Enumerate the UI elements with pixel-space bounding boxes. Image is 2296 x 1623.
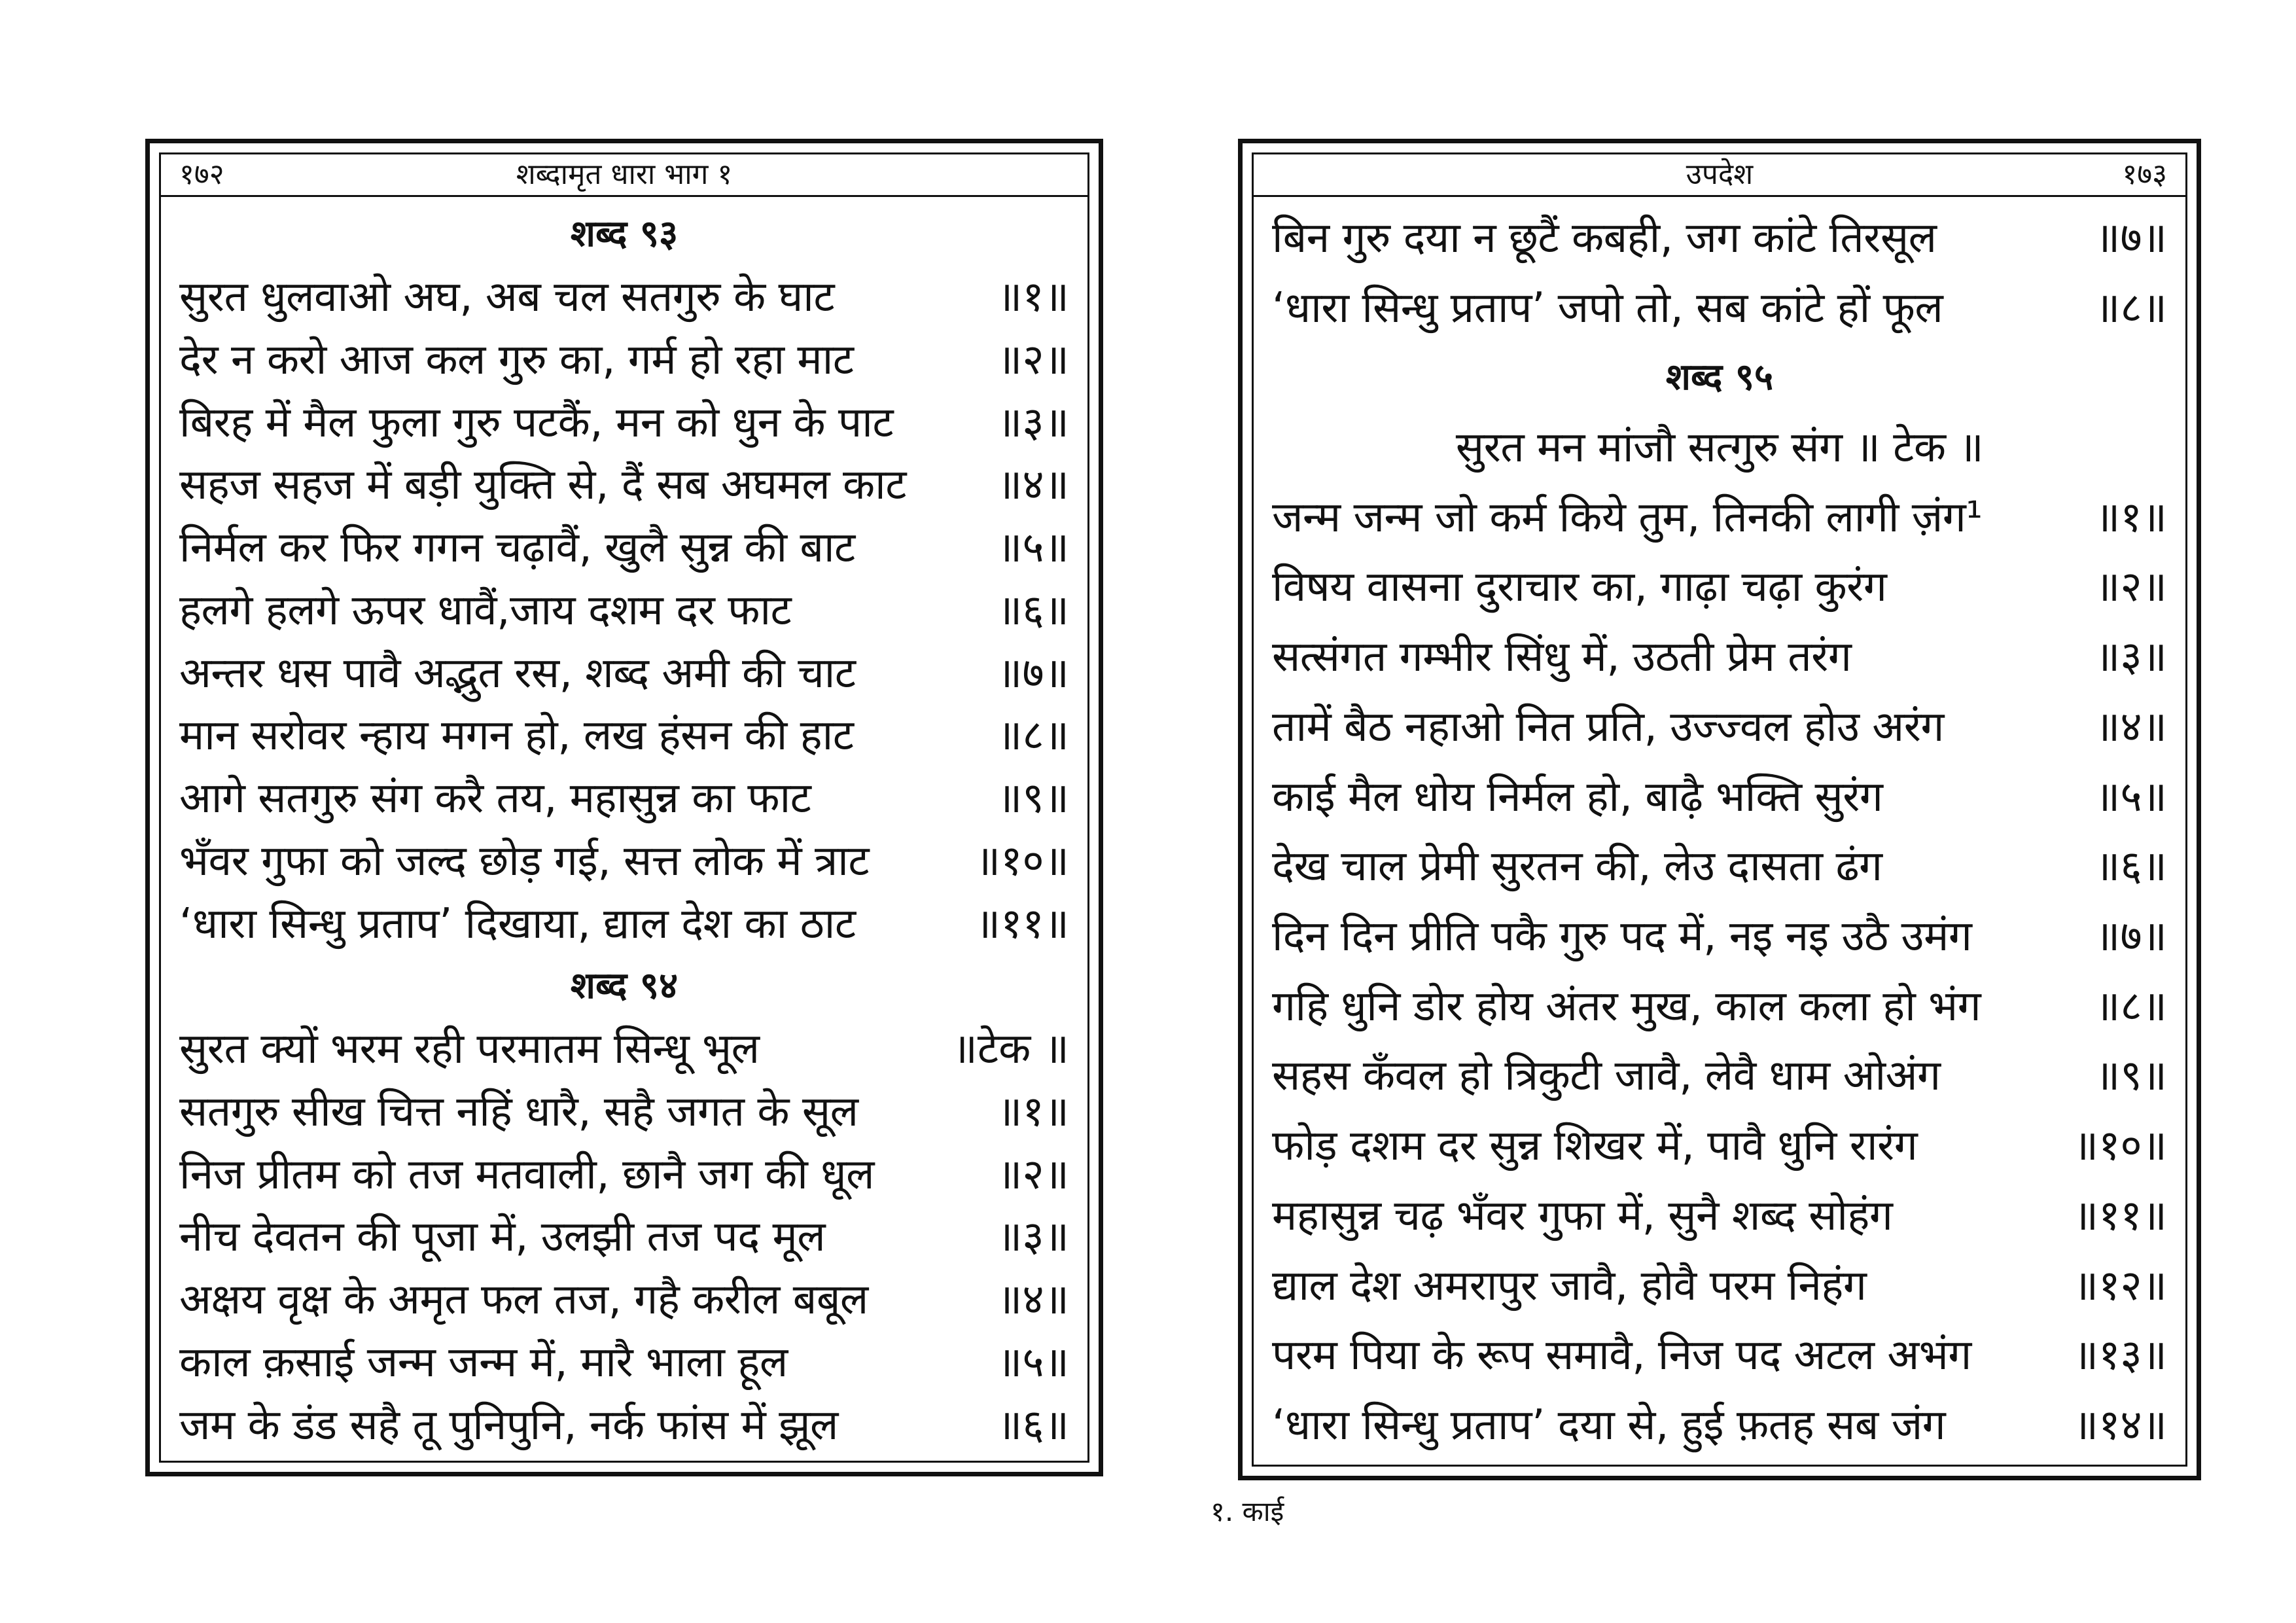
verse-line xyxy=(1272,1179,2167,1249)
verse-number: ॥६॥ xyxy=(2095,842,2167,891)
verse-text: निर्मल कर फिर गगन चढ़ावैं, खुलै सुन्न की बाट xyxy=(179,524,855,573)
verse-line xyxy=(179,1329,1069,1392)
verse-text: दिन दिन प्रीति पकै गुरु पद में, नइ नइ उठै उमंग xyxy=(1272,912,1972,961)
verse-line xyxy=(1272,1109,2167,1179)
verse-line xyxy=(179,1141,1069,1204)
verse-line xyxy=(179,1016,1069,1079)
verse-number: ॥७॥ xyxy=(2095,912,2167,961)
verse-line xyxy=(1272,690,2167,760)
verse-number: ॥८॥ xyxy=(2095,982,2167,1031)
verse-number: ॥५॥ xyxy=(997,524,1069,573)
verse-text: काल क़साई जन्म जन्म में, मारै भाला हूल xyxy=(179,1338,788,1387)
verse-number: ॥४॥ xyxy=(997,1275,1069,1325)
verse-text: गहि धुनि डोर होय अंतर मुख, काल कला हो भंग xyxy=(1272,982,1981,1031)
verse-text: निज प्रीतम को तज मतवाली, छानै जग की धूल xyxy=(179,1150,874,1199)
verse-text: जम के डंड सहै तू पुनिपुनि, नर्क फांस में झूल xyxy=(179,1400,838,1450)
refrain-line xyxy=(1272,410,2167,480)
footnote: १. काई xyxy=(1210,1495,1284,1527)
verse-line xyxy=(1272,1039,2167,1109)
verse-text: काई मैल धोय निर्मल हो, बाढ़ै भक्ति सुरंग xyxy=(1272,772,1883,821)
left-page-body xyxy=(161,197,1087,1461)
verse-line xyxy=(179,890,1069,953)
left-page xyxy=(145,139,1103,1476)
right-page-frame xyxy=(1252,152,2187,1467)
verse-text: फोड़ दशम दर सुन्न शिखर में, पावै धुनि रारंग xyxy=(1272,1122,1918,1171)
verse-number: ॥१३॥ xyxy=(2073,1331,2167,1380)
verse-number: ॥१४॥ xyxy=(2073,1401,2167,1450)
verse-line xyxy=(179,639,1069,702)
verse-text: मान सरोवर न्हाय मगन हो, लख हंसन की हाट xyxy=(179,711,854,760)
verse-line xyxy=(179,765,1069,828)
verse-number: ॥११॥ xyxy=(2073,1191,2167,1240)
left-page-number: १७२ xyxy=(179,158,224,191)
verse-number: ॥६॥ xyxy=(997,586,1069,635)
verse-text: महासुन्न चढ़ भँवर गुफा में, सुनै शब्द सोहंग xyxy=(1272,1191,1893,1240)
verse-line xyxy=(179,1266,1069,1329)
verse-line xyxy=(179,452,1069,514)
verse-line xyxy=(1272,1319,2167,1389)
right-running-title: उपदेश xyxy=(1686,158,1754,191)
verse-line xyxy=(179,1204,1069,1266)
section-heading: शब्द ९३ xyxy=(570,212,679,255)
verse-number: ॥८॥ xyxy=(2095,283,2167,332)
verse-line xyxy=(179,327,1069,389)
verse-text: देख चाल प्रेमी सुरतन की, लेउ दासता ढंग xyxy=(1272,842,1882,891)
verse-text: बिरह में मैल फुला गुरु पटकैं, मन को धुन के पाट xyxy=(179,398,894,447)
right-page-body xyxy=(1254,197,2185,1465)
verse-text: अक्षय वृक्ष के अमृत फल तज, गहै करील बबूल xyxy=(179,1275,868,1325)
verse-line xyxy=(179,702,1069,765)
verse-text: सतगुरु सीख चित्त नहिं धारै, सहै जगत के सूल xyxy=(179,1087,858,1136)
verse-text: सुरत धुलवाओ अघ, अब चल सतगुरु के घाट xyxy=(179,273,835,322)
verse-number: ॥टेक ॥ xyxy=(952,1025,1069,1074)
verse-number: ॥४॥ xyxy=(2095,702,2167,751)
verse-number: ॥९॥ xyxy=(2095,1052,2167,1101)
verse-line xyxy=(1272,480,2167,550)
verse-line xyxy=(1272,969,2167,1039)
verse-text: सत्संगत गम्भीर सिंधु में, उठती प्रेम तरंग xyxy=(1272,633,1852,682)
verse-text: विषय वासना दुराचार का, गाढ़ा चढ़ा कुरंग xyxy=(1272,563,1887,612)
verse-line xyxy=(1272,899,2167,969)
section-heading: शब्द ९४ xyxy=(570,964,679,1007)
verse-number: ॥३॥ xyxy=(997,1213,1069,1262)
verse-line xyxy=(179,389,1069,452)
left-page-frame xyxy=(159,152,1089,1463)
verse-number: ॥११॥ xyxy=(975,899,1069,948)
verse-line xyxy=(1272,1388,2167,1458)
verse-text: सुरत मन मांजौ सत्गुरु संग ॥ टेक ॥ xyxy=(1455,423,1984,473)
verse-number: ॥५॥ xyxy=(2095,772,2167,821)
verse-number: ॥५॥ xyxy=(997,1338,1069,1387)
verse-line xyxy=(1272,550,2167,620)
verse-text: सुरत क्यों भरम रही परमातम सिन्धू भूल xyxy=(179,1025,760,1074)
verse-line xyxy=(1272,829,2167,899)
verse-number: ॥२॥ xyxy=(997,1150,1069,1199)
verse-line xyxy=(179,1079,1069,1141)
verse-text: देर न करो आज कल गुरु का, गर्म हो रहा माट xyxy=(179,335,854,384)
right-page-header xyxy=(1254,154,2185,197)
verse-line xyxy=(1272,760,2167,830)
left-running-title: शब्दामृत धारा भाग १ xyxy=(516,158,733,191)
verse-text: नीच देवतन की पूजा में, उलझी तज पद मूल xyxy=(179,1213,826,1262)
verse-number: ॥१॥ xyxy=(997,273,1069,322)
verse-number: ॥३॥ xyxy=(2095,633,2167,682)
verse-number: ॥२॥ xyxy=(997,335,1069,384)
verse-text: ‘धारा सिन्धु प्रताप’ जपो तो, सब कांटे हों फूल xyxy=(1272,283,1943,332)
section-heading: शब्द ९५ xyxy=(1665,355,1774,399)
right-page xyxy=(1238,139,2201,1480)
left-page-header xyxy=(161,154,1087,197)
verse-text: ‘धारा सिन्धु प्रताप’ दिखाया, द्याल देश का ठाट xyxy=(179,899,856,948)
verse-text: हलगे हलगे ऊपर धावैं,जाय दशम दर फाट xyxy=(179,586,792,635)
verse-text: द्याल देश अमरापुर जावै, होवै परम निहंग xyxy=(1272,1261,1867,1310)
verse-number: ॥१॥ xyxy=(2095,493,2167,542)
verse-text: सहस कँवल हो त्रिकुटी जावै, लेवै धाम ओअंग xyxy=(1272,1052,1941,1101)
verse-number: ॥१॥ xyxy=(997,1087,1069,1136)
verse-line xyxy=(1272,620,2167,690)
verse-number: ॥२॥ xyxy=(2095,563,2167,612)
verse-text: जन्म जन्म जो कर्म किये तुम, तिनकी लागी ज़ंग¹ xyxy=(1272,493,1983,542)
verse-line xyxy=(179,577,1069,640)
verse-number: ॥९॥ xyxy=(997,774,1069,823)
verse-number: ॥१०॥ xyxy=(2073,1122,2167,1171)
verse-line xyxy=(179,828,1069,891)
verse-number: ॥८॥ xyxy=(997,711,1069,760)
verse-number: ॥१२॥ xyxy=(2073,1261,2167,1310)
verse-line xyxy=(179,264,1069,327)
verse-number: ॥७॥ xyxy=(997,649,1069,698)
verse-text: सहज सहज में बड़ी युक्ति से, दैं सब अघमल काट xyxy=(179,461,906,510)
verse-number: ॥३॥ xyxy=(997,398,1069,447)
verse-number: ॥१०॥ xyxy=(975,836,1069,885)
verse-line xyxy=(1272,271,2167,341)
right-page-number: १७३ xyxy=(2122,158,2167,191)
verse-line xyxy=(1272,1249,2167,1319)
verse-text: तामें बैठ नहाओ नित प्रति, उज्ज्वल होउ अरंग xyxy=(1272,702,1944,751)
verse-text: परम पिया के रूप समावै, निज पद अटल अभंग xyxy=(1272,1331,1971,1380)
verse-line xyxy=(179,1391,1069,1454)
verse-text: भँवर गुफा को जल्द छोड़ गई, सत्त लोक में त्राट xyxy=(179,836,870,885)
verse-text: अन्तर धस पावै अद्भुत रस, शब्द अमी की चाट xyxy=(179,649,856,698)
verse-line xyxy=(179,514,1069,577)
verse-number: ॥४॥ xyxy=(997,461,1069,510)
verse-number: ॥६॥ xyxy=(997,1400,1069,1450)
verse-number: ॥७॥ xyxy=(2095,213,2167,262)
verse-text: बिन गुरु दया न छूटैं कबही, जग कांटे तिरसूल xyxy=(1272,213,1937,262)
verse-line xyxy=(1272,201,2167,271)
verse-text: ‘धारा सिन्धु प्रताप’ दया से, हुई फ़तह सब जंग xyxy=(1272,1401,1946,1450)
verse-text: आगे सतगुरु संग करै तय, महासुन्न का फाट xyxy=(179,774,811,823)
